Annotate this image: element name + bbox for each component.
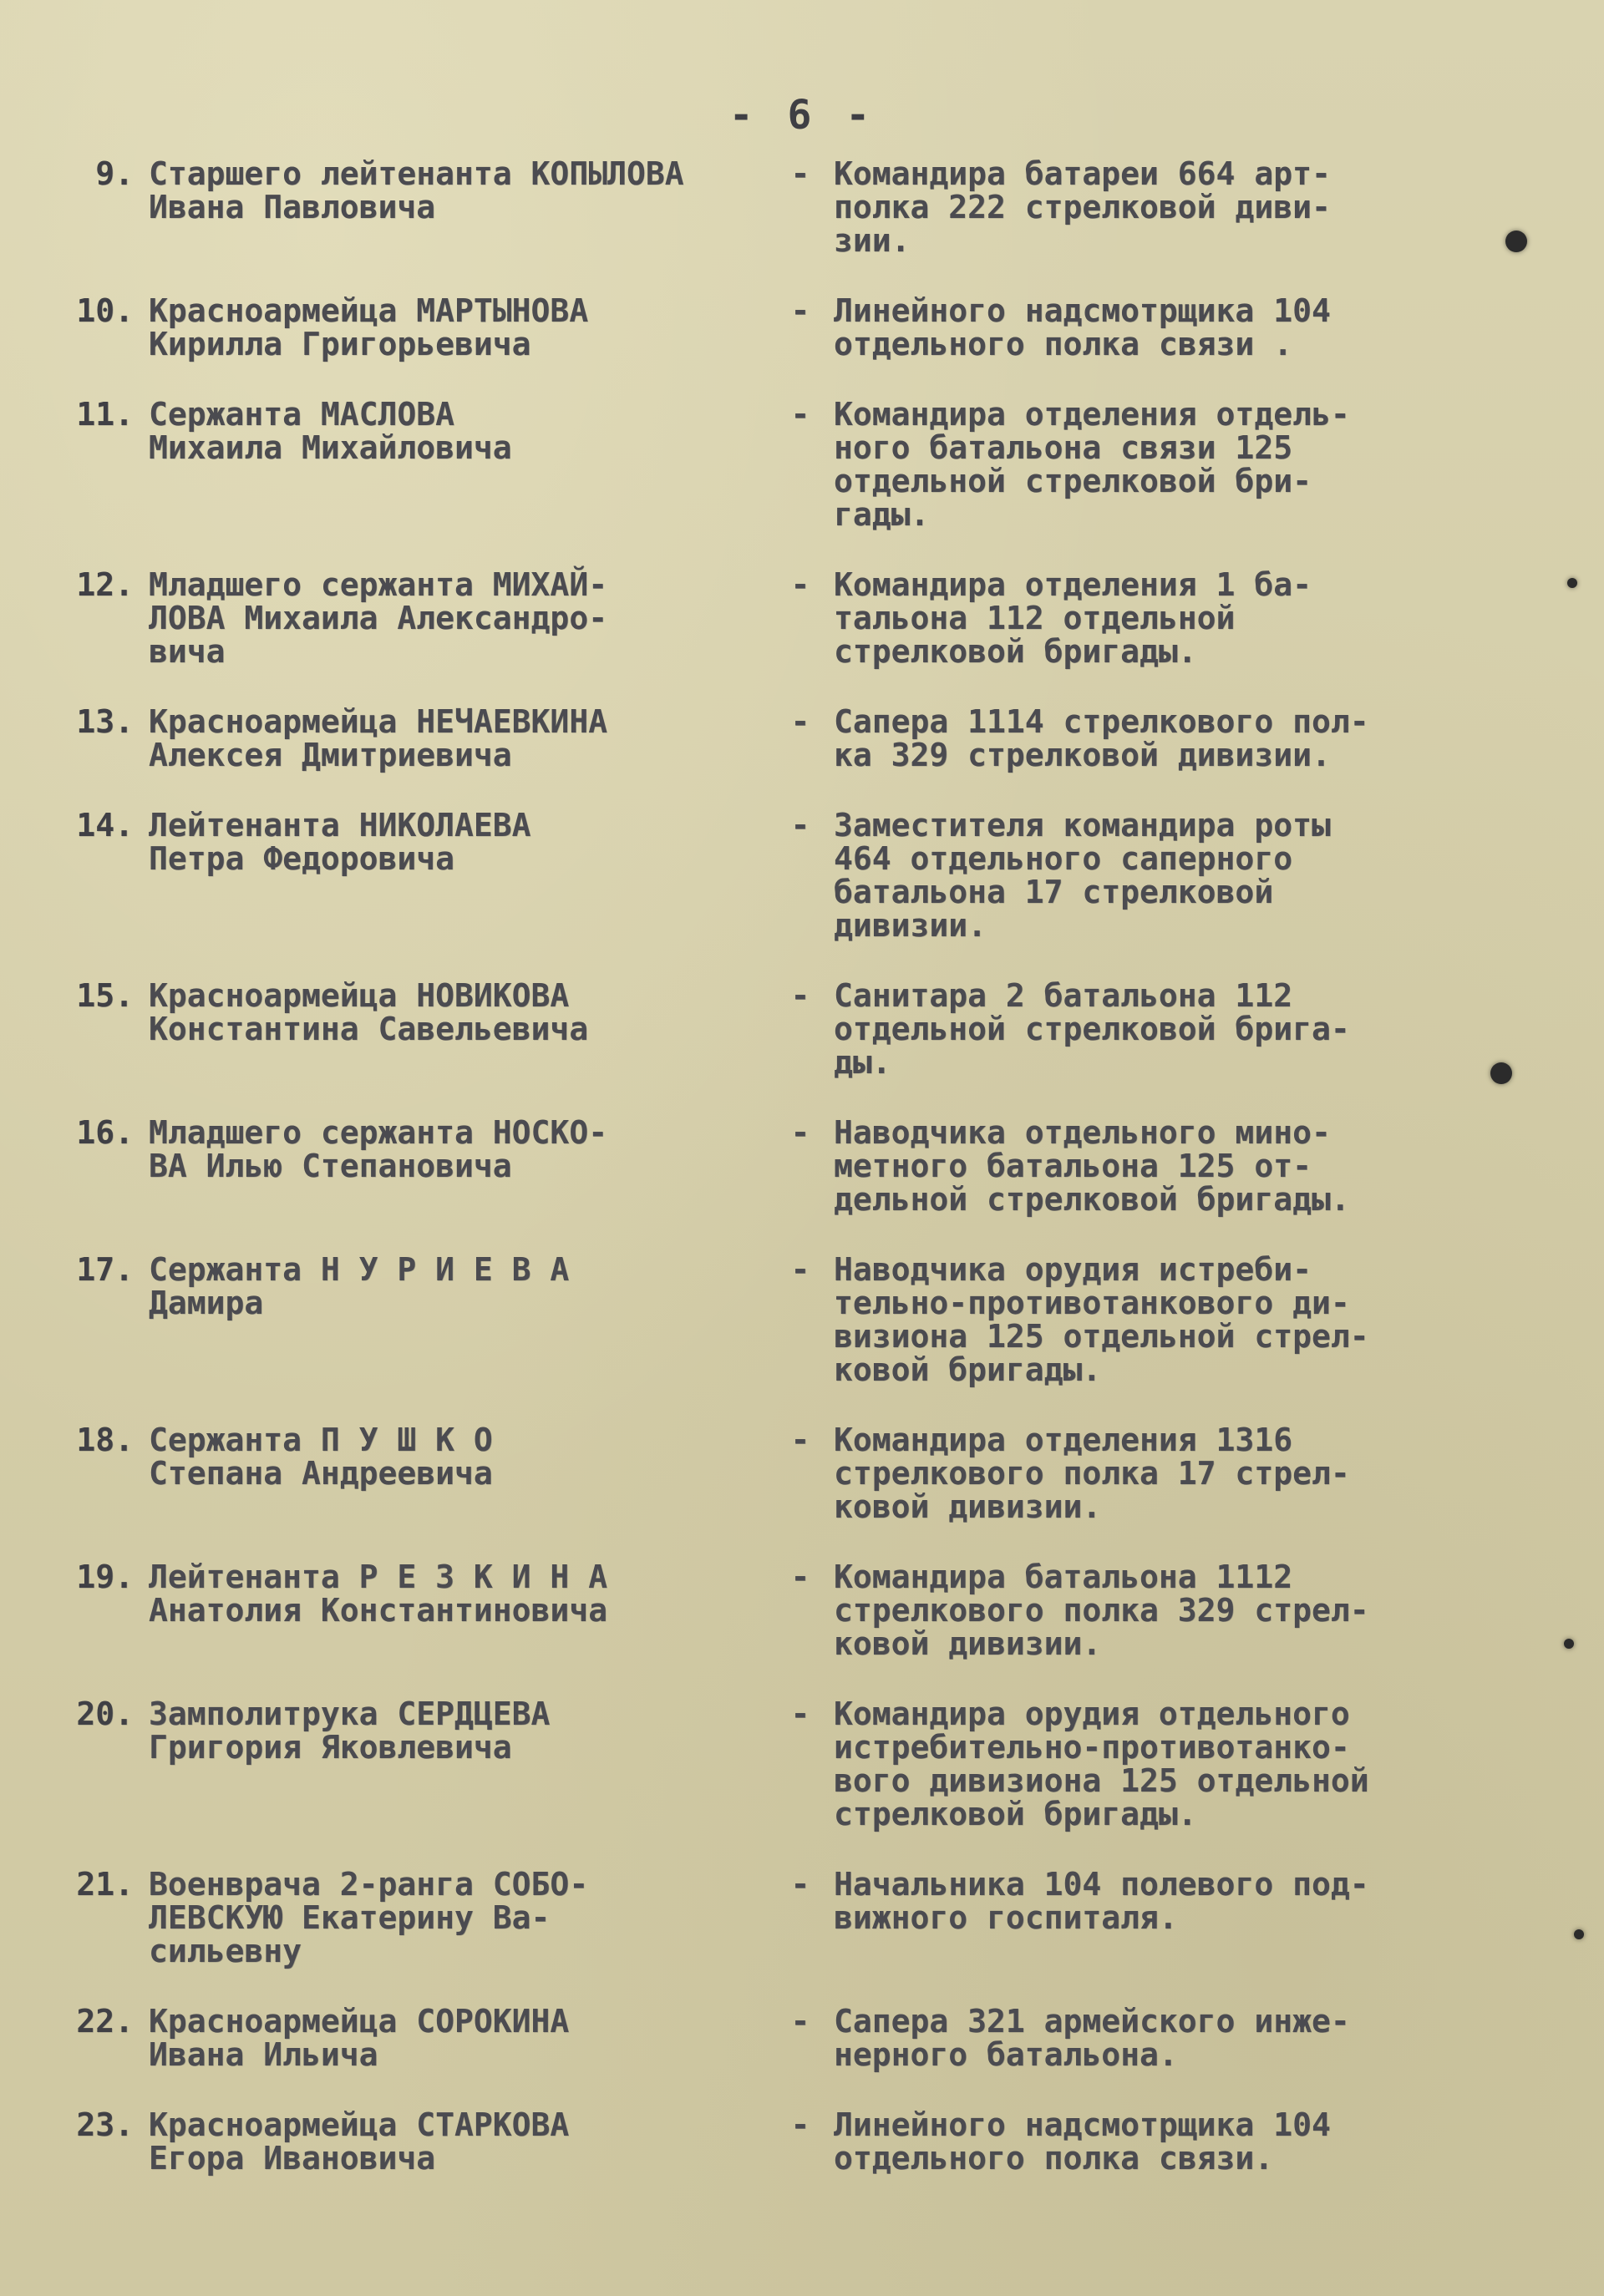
- list-entry: [58, 157, 1495, 257]
- entry-dash: -: [790, 1559, 810, 1595]
- award-list: [58, 157, 1495, 2212]
- entry-dash: -: [790, 977, 810, 1014]
- entry-name: Сержанта П У Ш К О Степана Андреевича: [149, 1422, 493, 1492]
- entry-dash: -: [790, 1251, 810, 1288]
- entry-name: Старшего лейтенанта КОПЫЛОВА Ивана Павловича: [149, 155, 684, 226]
- entry-position: Наводчика отдельного мино- метного батальона 125 от- дельной стрелковой бригады.: [834, 1114, 1350, 1218]
- entry-name: Младшего сержанта НОСКО- ВА Илью Степановича: [149, 1114, 608, 1184]
- entry-name: Лейтенанта Р Е З К И Н А Анатолия Константиновича: [149, 1559, 608, 1629]
- entry-position: Командира орудия отдельного истребительно-противотанко- вого дивизиона 125 отдельной стрелковой бригады.: [834, 1695, 1369, 1832]
- entry-name: Красноармейца НЕЧАЕВКИНА Алексея Дмитриевича: [149, 703, 608, 773]
- entry-dash: -: [790, 1866, 810, 1903]
- entry-dash: -: [790, 396, 810, 433]
- entry-number: 13.: [76, 703, 134, 740]
- entry-dash: -: [790, 155, 810, 192]
- list-entry: [58, 2005, 1495, 2071]
- entry-name: Сержанта МАСЛОВА Михаила Михайловича: [149, 396, 512, 466]
- entry-name: Замполитрука СЕРДЦЕВА Григория Яковлевича: [149, 1695, 551, 1766]
- entry-number: 11.: [76, 396, 134, 433]
- entry-name: Красноармейца НОВИКОВА Константина Савельевича: [149, 977, 589, 1047]
- entry-dash: -: [790, 292, 810, 329]
- list-entry: [58, 1253, 1495, 1386]
- list-entry: [58, 705, 1495, 772]
- entry-position: Заместителя командира роты 464 отдельного саперного батальона 17 стрелковой дивизии.: [834, 807, 1331, 944]
- entry-number: 22.: [76, 2003, 134, 2040]
- entry-position: Командира отделения 1316 стрелкового полка 17 стрел- ковой дивизии.: [834, 1422, 1350, 1525]
- entry-number: 23.: [76, 2106, 134, 2143]
- binder-hole: [1567, 578, 1577, 588]
- list-entry: [58, 398, 1495, 531]
- entry-position: Начальника 104 полевого под- вижного госпиталя.: [834, 1866, 1369, 1936]
- entry-number: 15.: [76, 977, 134, 1014]
- page-number: - 6 -: [728, 92, 876, 139]
- entry-position: Командира батальона 1112 стрелкового полка 329 стрел- ковой дивизии.: [834, 1559, 1369, 1662]
- binder-hole: [1505, 231, 1527, 252]
- entry-name: Сержанта Н У Р И Е В А Дамира: [149, 1251, 570, 1321]
- list-entry: [58, 1560, 1495, 1660]
- entry-position: Командира батареи 664 арт- полка 222 стрелковой диви- зии.: [834, 155, 1331, 259]
- entry-number: 16.: [76, 1114, 134, 1151]
- list-entry: [58, 1868, 1495, 1968]
- entry-name: Военврача 2-ранга СОБО- ЛЕВСКУЮ Екатерину Ва- сильевну: [149, 1866, 589, 1969]
- entry-position: Командира отделения 1 ба- тальона 112 отдельной стрелковой бригады.: [834, 566, 1312, 670]
- list-entry: [58, 2108, 1495, 2175]
- entry-number: 21.: [76, 1866, 134, 1903]
- entry-position: Наводчика орудия истреби- тельно-противотанкового ди- визиона 125 отдельной стрел- ковой бригады.: [834, 1251, 1369, 1388]
- entry-number: 10.: [76, 292, 134, 329]
- list-entry: [58, 1116, 1495, 1216]
- entry-number: 12.: [76, 566, 134, 603]
- entry-name: Младшего сержанта МИХАЙ- ЛОВА Михаила Александро- вича: [149, 566, 608, 670]
- entry-number: 18.: [76, 1422, 134, 1458]
- entry-dash: -: [790, 1114, 810, 1151]
- entry-dash: -: [790, 703, 810, 740]
- entry-number: 9.: [95, 155, 134, 192]
- entry-position: Санитара 2 батальона 112 отдельной стрелковой брига- ды.: [834, 977, 1350, 1081]
- entry-position: Линейного надсмотрщика 104 отдельного полка связи.: [834, 2106, 1331, 2177]
- list-entry: [58, 1697, 1495, 1831]
- list-entry: [58, 294, 1495, 361]
- entry-number: 17.: [76, 1251, 134, 1288]
- entry-position: Сапера 321 армейского инже- нерного батальона.: [834, 2003, 1350, 2073]
- entry-dash: -: [790, 1422, 810, 1458]
- entry-position: Сапера 1114 стрелкового пол- ка 329 стрелковой дивизии.: [834, 703, 1369, 773]
- entry-dash: -: [790, 566, 810, 603]
- binder-hole: [1564, 1639, 1574, 1649]
- entry-name: Красноармейца СОРОКИНА Ивана Ильича: [149, 2003, 570, 2073]
- entry-name: Лейтенанта НИКОЛАЕВА Петра Федоровича: [149, 807, 531, 877]
- entry-position: Командира отделения отдель- ного батальона связи 125 отдельной стрелковой бри- гады.: [834, 396, 1350, 533]
- entry-dash: -: [790, 2003, 810, 2040]
- entry-number: 19.: [76, 1559, 134, 1595]
- entry-dash: -: [790, 1695, 810, 1732]
- entry-dash: -: [790, 2106, 810, 2143]
- list-entry: [58, 979, 1495, 1079]
- binder-hole: [1574, 1929, 1584, 1939]
- entry-number: 14.: [76, 807, 134, 844]
- list-entry: [58, 1423, 1495, 1523]
- entry-number: 20.: [76, 1695, 134, 1732]
- list-entry: [58, 808, 1495, 942]
- entry-dash: -: [790, 807, 810, 844]
- list-entry: [58, 568, 1495, 668]
- entry-position: Линейного надсмотрщика 104 отдельного полка связи .: [834, 292, 1331, 362]
- entry-name: Красноармейца МАРТЫНОВА Кирилла Григорьевича: [149, 292, 589, 362]
- entry-name: Красноармейца СТАРКОВА Егора Ивановича: [149, 2106, 570, 2177]
